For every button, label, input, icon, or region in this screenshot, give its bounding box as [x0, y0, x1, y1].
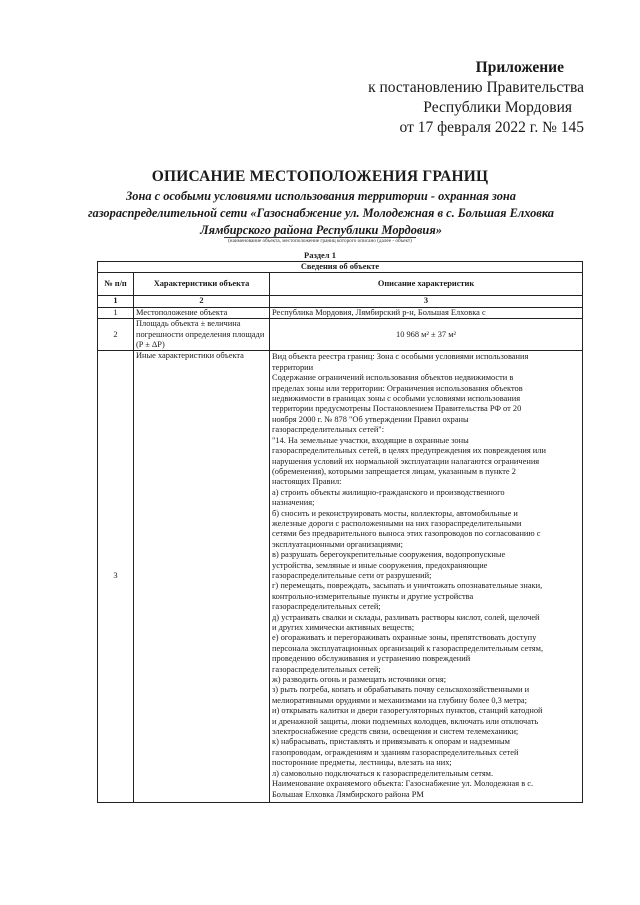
row-description	[270, 351, 583, 802]
description-line: "14. На земельные участки, входящие в охранные зоны	[272, 435, 469, 445]
column-header-number: № п/п	[98, 273, 134, 296]
description-line: газопроводам, ограждениям и зданиям газораспределительных сетей	[272, 747, 519, 757]
description-line: сетями без предварительного выноса этих газопроводов по согласованию с	[272, 529, 541, 539]
row-number: 2	[98, 319, 134, 351]
description-line: газораспределительных сетей, в целях предупреждения их повреждения или	[272, 446, 546, 456]
section-title: Раздел 1	[304, 250, 336, 260]
table-row	[98, 319, 583, 351]
table-header-row	[98, 273, 583, 296]
description-line: а) строить объекты жилищно-гражданского и производственного	[272, 487, 505, 497]
description-line: Вид объекта реестра границ: Зона с особыми условиями использования	[272, 352, 529, 362]
description-line: недвижимости в границах зоны с особыми условиями использования	[272, 394, 521, 404]
description-line: назначения;	[272, 498, 315, 508]
description-line: и дренажной защиты, люки подземных колодцев, включать или отключать	[272, 716, 539, 726]
description-line: Содержание ограничений использования объектов недвижимости в	[272, 373, 514, 383]
object-info-table	[97, 261, 583, 803]
description-line: е) огораживать и перегораживать охранные зоны, препятствовать доступу	[272, 633, 537, 643]
description-line: мелиоративными орудиями и механизмами на глубину более 0,3 метра;	[272, 695, 527, 705]
description-line: ж) разводить огонь и размещать источники огня;	[272, 675, 447, 685]
description-line: железные дороги с расположенными на них газораспределительными	[272, 518, 522, 528]
document-title: ОПИСАНИЕ МЕСТОПОЛОЖЕНИЯ ГРАНИЦ	[151, 168, 489, 185]
description-line: газораспределительных сетей;	[272, 664, 381, 674]
description-line: территории	[272, 362, 314, 372]
table-section-header: Сведения об объекте	[98, 262, 583, 273]
column-header-description: Описание характеристик	[270, 273, 583, 296]
description-line: персонала эксплуатационных организаций к газораспределительным сетям,	[272, 643, 544, 653]
description-line: к) набрасывать, приставлять и привязывать к опорам и надземным	[272, 737, 510, 747]
description-line: пределах зоны или территории: Ограничения использования объектов	[272, 383, 523, 393]
subtitle-note	[0, 238, 640, 244]
appendix-line-3: от 17 февраля 2022 г. № 145	[399, 119, 584, 136]
row-number: 1	[98, 307, 134, 318]
description-line: посторонние предметы, лестницы, влезать на них;	[272, 758, 452, 768]
row-characteristic: Местоположение объекта	[134, 307, 270, 318]
description-line: газораспределительных сетей":	[272, 425, 385, 435]
description-line: л) самовольно подключаться к газораспределительным сетям.	[272, 768, 494, 778]
description-line: территории предусмотрены Постановлением Правительства РФ от 20	[272, 404, 522, 414]
description-line: и других химически активных веществ;	[272, 623, 415, 632]
appendix-line-1: к постановлению Правительства	[368, 79, 584, 96]
table-section-header-row	[98, 262, 583, 273]
description-line: газораспределительных сетей;	[272, 602, 381, 612]
column-index-row	[98, 296, 583, 307]
description-line: контрольно-измерительные пункты и другие устройства	[272, 591, 474, 601]
row-description: 10 968 м² ± 37 м²	[270, 319, 583, 351]
row-description: Республика Мордовия, Лямбирский р-н, Большая Елховка с	[270, 307, 583, 318]
column-index: 2	[134, 296, 270, 307]
row-characteristic: Иные характеристики объекта	[134, 351, 270, 802]
column-index: 3	[270, 296, 583, 307]
description-line: д) устраивать свалки и склады, разливать растворы кислот, солей, щелочей	[272, 612, 540, 622]
description-line: з) рыть погреба, копать и обрабатывать почву сельскохозяйственными и	[272, 685, 530, 695]
description-line: Наименование охраняемого объекта: Газоснабжение ул. Молодежная в с.	[272, 779, 534, 789]
table-row	[98, 307, 583, 318]
description-line: (обременения), которыми запрещается лицам, указанным в пункте 2	[272, 466, 516, 476]
description-line: устройства, земляные и иные сооружения, предохраняющие	[272, 560, 488, 570]
description-line: в) разрушать берегоукрепительные сооружения, водопропускные	[272, 550, 506, 560]
column-index: 1	[98, 296, 134, 307]
appendix-line-2: Республики Мордовия	[423, 99, 572, 116]
description-line: эксплуатационными организациями;	[272, 539, 403, 549]
table-row	[98, 351, 583, 802]
appendix-block	[324, 58, 584, 138]
description-line: нарушения условий их нормальной эксплуатации налагаются ограничения	[272, 456, 540, 466]
description-line: газораспределительные сети от разрушений;	[272, 570, 432, 580]
description-line: г) перемещать, повреждать, засыпать и уничтожать опознавательные знаки,	[272, 581, 543, 591]
column-header-characteristic: Характеристики объекта	[134, 273, 270, 296]
description-line: и) открывать калитки и двери газорегуляторных пунктов, станций катодной	[272, 706, 543, 716]
description-line: Большая Елховка Лямбирского района РМ	[272, 789, 424, 799]
appendix-title: Приложение	[475, 59, 564, 76]
document-subtitle: Зона с особыми условиями использования территории - охранная зона газораспределительной сети «Газоснабжение ул. Молодежная в с. Большая Елховка Лямбирского района Республики Мордовия»	[87, 189, 554, 237]
subtitle-note-text: (наименование объекта, местоположение границ которого описано (далее - объект)	[224, 237, 416, 244]
description-line: проведению обслуживания и устранению повреждений	[272, 654, 471, 664]
description-line: б) сносить и реконструировать мосты, коллекторы, автомобильные и	[272, 508, 518, 518]
row-number: 3	[98, 351, 134, 802]
row-characteristic: Площадь объекта ± величина погрешности определения площади (P ± ΔP)	[134, 319, 270, 351]
description-line: электроснабжение средств связи, освещения и систем телемеханики;	[272, 727, 519, 737]
description-line: настоящих Правил:	[272, 477, 342, 487]
description-line: ноября 2000 г. № 878 "Об утверждении Правил охраны	[272, 414, 469, 424]
